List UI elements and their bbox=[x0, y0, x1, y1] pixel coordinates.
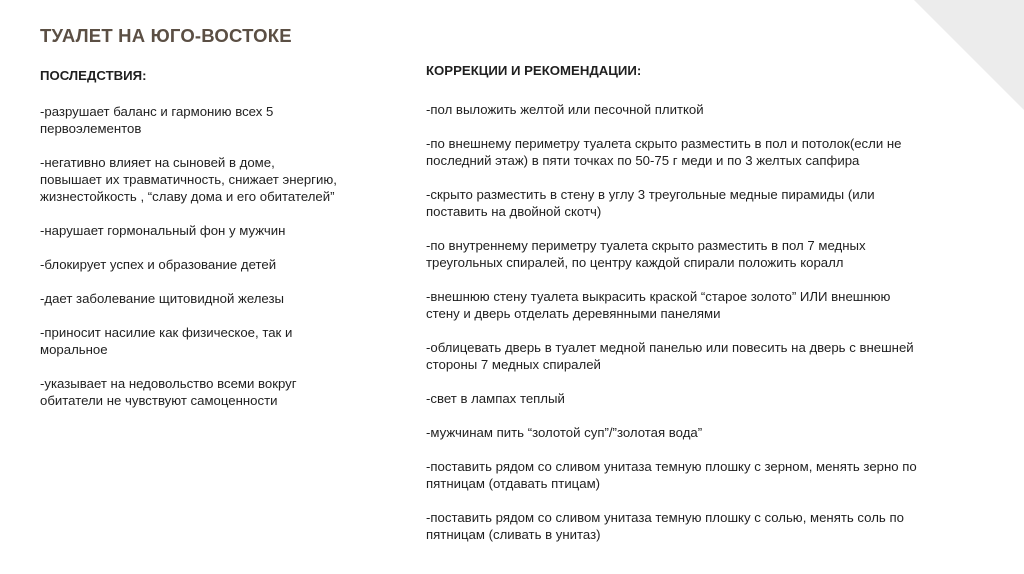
page-title: ТУАЛЕТ НА ЮГО-ВОСТОКЕ bbox=[40, 25, 292, 46]
recommendation-item: -внешнюю стену туалета выкрасить краской “старое золото” ИЛИ внешнюю стену и дверь отделать деревянными панелями bbox=[426, 289, 891, 321]
recommendation-item: -по внутреннему периметру туалета скрыто разместить в пол 7 медных треугольных спиралей, по центру каждой спирали положить коралл bbox=[426, 238, 866, 270]
recommendation-item: -пол выложить желтой или песочной плиткой bbox=[426, 102, 704, 117]
consequence-item: -негативно влияет на сыновей в доме, повышает их травматичность, снижает энергию, жизнестойкость , “славу дома и его обитателей” bbox=[40, 155, 337, 204]
recommendations-heading: КОРРЕКЦИИ И РЕКОМЕНДАЦИИ: bbox=[426, 63, 642, 78]
recommendation-item: -поставить рядом со сливом унитаза темную плошку с солью, менять соль по пятницам (сливать в унитаз) bbox=[426, 510, 904, 542]
consequence-item: -нарушает гормональный фон у мужчин bbox=[40, 223, 286, 238]
recommendation-item: -поставить рядом со сливом унитаза темную плошку с зерном, менять зерно по пятницам (отдавать птицам) bbox=[426, 459, 917, 491]
consequence-item: -разрушает баланс и гармонию всех 5 первоэлементов bbox=[40, 104, 274, 136]
recommendation-item: -свет в лампах теплый bbox=[426, 391, 565, 406]
recommendation-item: -по внешнему периметру туалета скрыто разместить в пол и потолок(если не последний этаж) в пяти точках по 50-75 г меди и по 3 желтых сапфира bbox=[426, 136, 902, 168]
consequence-item: -дает заболевание щитовидной железы bbox=[40, 291, 285, 306]
recommendation-item: -облицевать дверь в туалет медной панелью или повесить на дверь с внешней стороны 7 медных спиралей bbox=[426, 340, 914, 372]
consequence-item: -указывает на недовольство всеми вокруг обитатели не чувствуют самоценности bbox=[40, 376, 297, 408]
consequences-heading: ПОСЛЕДСТВИЯ: bbox=[40, 68, 147, 83]
recommendations-column bbox=[426, 62, 926, 560]
consequences-column bbox=[40, 67, 340, 426]
recommendation-item: -скрыто разместить в стену в углу 3 треугольные медные пирамиды (или поставить на двойной скотч) bbox=[426, 187, 875, 219]
recommendation-item: -мужчинам пить “золотой суп”/”золотая вода” bbox=[426, 425, 703, 440]
corner-decoration bbox=[914, 0, 1024, 110]
consequence-item: -блокирует успех и образование детей bbox=[40, 257, 277, 272]
consequence-item: -приносит насилие как физическое, так и моральное bbox=[40, 325, 293, 357]
